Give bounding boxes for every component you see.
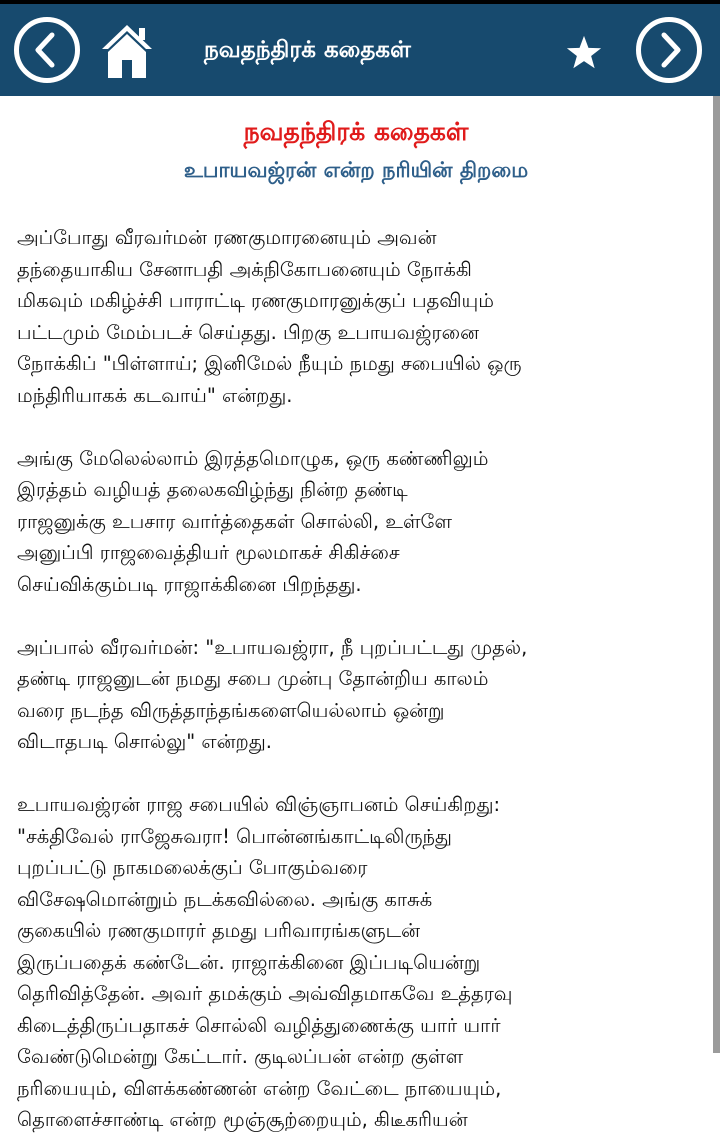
story-paragraph: அப்பால் வீரவர்மன்: "உபாயவஜ்ரா, நீ புறப்பட்டது முதல், தண்டி ராஜனுடன் நமது சபை முன்பு தோன்றிய காலம் வரை நடந்த விருத்தாந்தங்களையெல்லாம் ஒன்று விடாதபடி சொல்லு" என்றது.	[17, 635, 528, 753]
story-body	[17, 222, 707, 1136]
home-button[interactable]	[100, 22, 154, 80]
app-bar	[0, 4, 720, 96]
story-paragraph: அப்போது வீரவர்மன் ரணகுமாரனையும் அவன் தந்தையாகிய சேனாபதி அக்நிகோபனையும் நோக்கி மிகவும் மகிழ்ச்சி பாராட்டி ரணகுமாரனுக்குப் பதவியும் பட்டமும் மேம்படச் செய்தது. பிறகு உபாயவஜ்ரனை நோக்கிப் "பிள்ளாய்; இனிமேல் நீயும் நமது சபையில் ஒரு மந்திரியாகக் கடவாய்" என்றது.	[17, 226, 522, 407]
story-paragraph: அங்கு மேலெல்லாம் இரத்தமொழுக, ஒரு கண்ணிலும் இரத்தம் வழியத் தலைகவிழ்ந்து நின்ற தண்டி ராஜனுக்கு உபசார வார்த்தைகள் சொல்லி, உள்ளே அனுப்பி ராஜவைத்தியர் மூலமாகச் சிகிச்சை செய்விக்கும்படி ராஜாக்கினை பிறந்தது.	[17, 446, 489, 596]
star-icon	[565, 34, 603, 72]
back-button[interactable]	[14, 17, 80, 83]
chevron-right-icon	[641, 22, 697, 78]
story-content	[0, 96, 712, 1143]
chevron-left-icon	[19, 22, 75, 78]
home-icon	[100, 22, 154, 80]
story-chapter-title: உபாயவஜ்ரன் என்ற நரியின் திறமை	[183, 158, 529, 182]
forward-button[interactable]	[636, 17, 702, 83]
scrollbar[interactable]	[713, 96, 720, 1053]
story-paragraph: உபாயவஜ்ரன் ராஜ சபையில் விஞ்ஞாபனம் செய்கிறது: "சக்திவேல் ராஜேசுவரா! பொன்னங்காட்டிலிருந்து புறப்பட்டு நாகமலைக்குப் போகும்வரை விசேஷமொன்றும் நடக்கவில்லை. அங்கு காசுக் குகையில் ரணகுமாரர் தமது பரிவாரங்களுடன் இருப்பதைக் கண்டேன். ராஜாக்கினை இப்படியென்று தெரிவித்தேன். அவர் தமக்கும் அவ்விதமாகவே உத்தரவு கிடைத்திருப்பதாகச் சொல்லி வழித்துணைக்கு யார் யார் வேண்டுமென்று கேட்டார். குடிலப்பன் என்ற குள்ள நரியையும், விளக்கண்ணன் என்ற வேட்டை நாயையும், தொளைச்சாண்டி என்ற மூஞ்சூற்றையும், கிடீகரியன்	[17, 793, 513, 1131]
story-book-title: நவதந்திரக் கதைகள்	[243, 117, 469, 146]
favorite-button[interactable]	[565, 34, 603, 72]
app-title: நவதந்திரக் கதைகள்	[204, 37, 411, 63]
